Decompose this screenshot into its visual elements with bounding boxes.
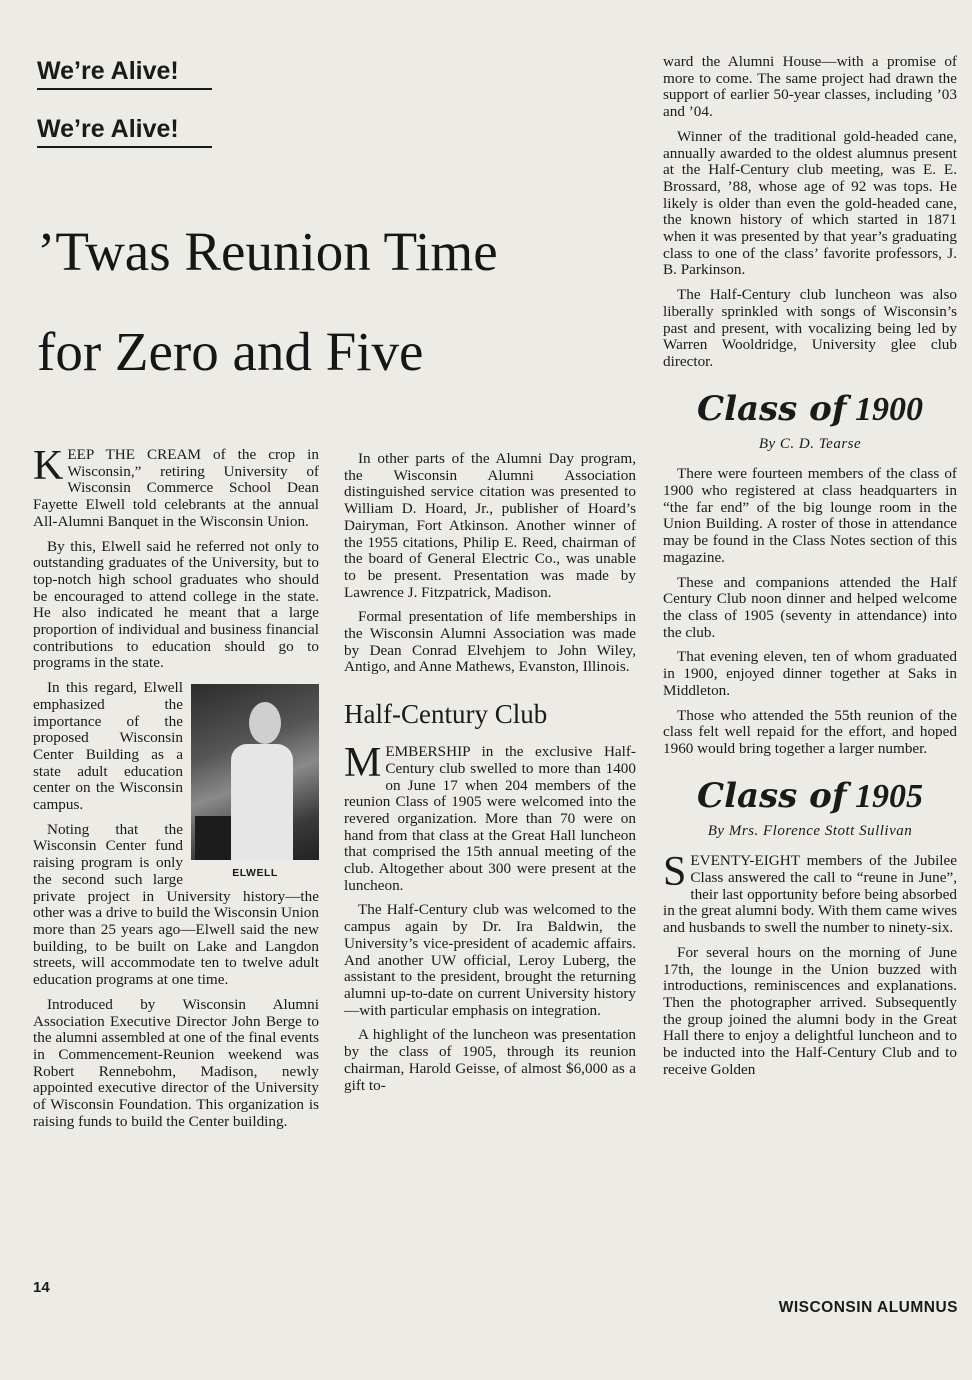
article-column-3 — [663, 54, 957, 1086]
kicker-line-1: We’re Alive! — [37, 56, 212, 90]
paragraph: In this regard, Elwell emphasized the importance of the proposed Wisconsin Center Building as a state adult education center on the Wisconsin campus. — [33, 679, 183, 814]
class-heading-year: 1905 — [854, 777, 923, 815]
paragraph-text: EMBERSHIP in the exclusive Half-Century club swelled to more than 1400 on June 17 when 204 members of the reunion Class of 1905 were welcomed into the revered organization. More than 70 were on hand from that class at the Great Hall luncheon that comprised the 15th annual meeting of the club. Altogether about 300 were present at the luncheon. — [344, 743, 636, 894]
class-heading-year: 1900 — [854, 390, 923, 428]
paragraph: Winner of the traditional gold-headed cane, annually awarded to the oldest alumnus present at the Half-Century club meeting, was E. E. Brossard, ’88, whose age of 92 was tops. He likely is older than even the gold-headed cane, the known history of which started in 1871 when it was presented by that year’s graduating class to one of the class’ favorite professors, J. B. Parkinson. — [663, 127, 957, 279]
drop-cap: S — [663, 849, 687, 896]
paragraph: ward the Alumni House—with a promise of more to come. The same project had drawn the support of earlier 50-year classes, including ’03 and ’04. — [663, 53, 957, 121]
page-number: 14 — [33, 1279, 50, 1296]
class-heading-script: Class of — [697, 775, 847, 816]
paragraph-text: EVENTY-EIGHT members of the Jubilee Class answered the call to “reune in June”, their last opportunity before being absorbed in the great alumni body. With them came wives and husbands to swell the number to ninety-six. — [663, 852, 957, 937]
paragraph: Noting that the Wisconsin Center fund raising program is only the second such large private project in University history—the other was a drive to build the Wisconsin Union more than 25 years ago—Elwell said the new building, to be built on Lake and Langdon streets, will accommodate ten to twelve adult education programs at one time. — [33, 820, 319, 989]
paragraph — [344, 740, 636, 894]
byline: By C. D. Tearse — [758, 435, 862, 452]
speaker-photo-image — [191, 684, 319, 860]
paragraph: By this, Elwell said he referred not only to outstanding graduates of the University, but to top-notch high school graduates who should be encouraged to attend college in the state. He also indicated he meant that a large proportion of individual and business financial contributions to education should go to programs in the state. — [33, 537, 319, 672]
paragraph: A highlight of the luncheon was presentation by the class of 1905, through its reunion chairman, Harold Geisse, of almost $6,000 as a gift to- — [344, 1026, 636, 1094]
paragraph: Formal presentation of life memberships in the Wisconsin Alumni Association was made by Dean Conrad Elvehjem to John Wiley, Antigo, and Anne Mathews, Evanston, Illinois. — [344, 608, 636, 676]
class-1905-heading — [663, 776, 957, 817]
class-heading-script: Class of — [697, 388, 847, 429]
paragraph: Introduced by Wisconsin Alumni Association Executive Director John Berge to the alumni assembled at one of the final events in Commencement-Reunion weekend was Robert Rennebohm, Madison, newly appointed executive director of the University of Wisconsin Foundation. This organization is raising funds to build the Center building. — [33, 995, 319, 1130]
paragraph — [33, 443, 319, 531]
headline-line-1: ’Twas Reunion Time — [37, 221, 498, 282]
class-1900-heading — [663, 389, 957, 430]
paragraph: There were fourteen members of the class of 1900 who registered at class headquarters in “the far end” of the big lounge room in the Union Building. A roster of those in attendance may be found in the Class Notes section of this magazine. — [663, 465, 957, 566]
paragraph: The Half-Century club was welcomed to the campus again by Dr. Ira Baldwin, the University’s vice-president of academic affairs. And another UW official, Leroy Luberg, the assistant to the president, brought the returning alumni up-to-date on current University history—with particular emphasis on integration. — [344, 901, 636, 1019]
drop-cap: M — [344, 740, 382, 787]
paragraph: That evening eleven, ten of whom graduated in 1900, enjoyed dinner together at Saks in Middleton. — [663, 648, 957, 699]
elwell-photo — [191, 684, 319, 880]
figure-body-shape — [231, 744, 293, 860]
figure-head-shape — [249, 702, 281, 744]
paragraph: These and companions attended the Half Century Club noon dinner and helped welcome the class of 1905 (seventy in attendance) into the club. — [663, 573, 957, 641]
article-column-2 — [344, 451, 636, 1102]
paragraph: The Half-Century club luncheon was also liberally sprinkled with songs of Wisconsin’s past and present, with vocalizing being led by Warren Wooldridge, University glee club director. — [663, 286, 957, 370]
paragraph — [663, 849, 957, 937]
magazine-title: WISCONSIN ALUMNUS — [778, 1299, 958, 1316]
kicker-line-2: We’re Alive! — [37, 114, 212, 148]
photo-caption: ELWELL — [232, 867, 278, 880]
paragraph: In other parts of the Alumni Day program, the Wisconsin Alumni Association distinguished service citation was presented to William D. Hoard, Jr., publisher of Hoard’s Dairyman, Fort Atkinson. Another winner of the 1955 citations, Philip E. Reed, chairman of the board of General Electric Co., was unable to be present. Presentation was made by Lawrence J. Fitzpatrick, Madison. — [344, 450, 636, 601]
headline-line-2: for Zero and Five — [37, 321, 424, 382]
paragraph: For several hours on the morning of June 17th, the lounge in the Union buzzed with introductions, reminiscences and explanations. Then the photographer arrived. Subsequently the group joined the alumni body in the Great Hall there to enjoy a delightful luncheon and to be inducted into the Half-Century Club and to receive Golden — [663, 943, 957, 1078]
paragraph: Those who attended the 55th reunion of the class felt well repaid for the effort, and hoped 1960 would bring together a larger number. — [663, 706, 957, 757]
section-heading: Half-Century Club — [344, 699, 548, 730]
byline: By Mrs. Florence Stott Sullivan — [707, 822, 913, 839]
paragraph-text: EEP THE CREAM of the crop in Wisconsin,” retiring University of Wisconsin Commerce School Dean Fayette Elwell told celebrants at the annual All-Alumni Banquet in the Wisconsin Union. — [33, 446, 319, 530]
article-column-1 — [33, 443, 319, 1138]
drop-cap: K — [33, 443, 64, 489]
